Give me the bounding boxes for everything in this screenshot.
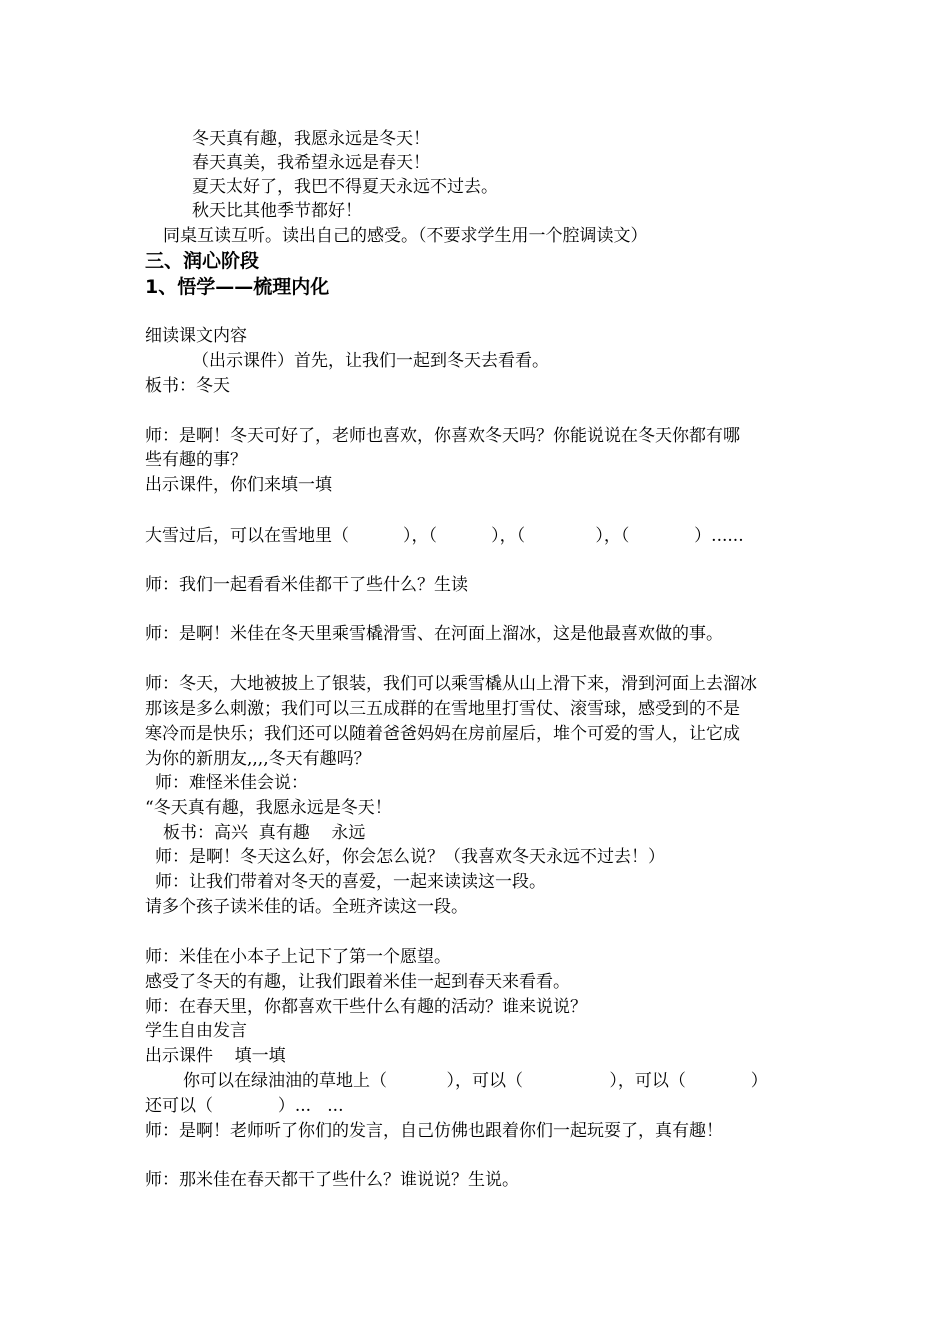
paragraph-line: 师：是啊！冬天这么好，你会怎么说？（我喜欢冬天永远不过去！）	[155, 847, 665, 867]
subsection-heading: 1、悟学——梳理内化	[145, 276, 330, 298]
paragraph-line: “冬天真有趣，我愿永远是冬天！	[145, 798, 392, 818]
paragraph-line: 细读课文内容	[145, 326, 247, 346]
paragraph-line: 感受了冬天的有趣，让我们跟着米佳一起到春天来看看。	[145, 972, 570, 992]
paragraph-line: 板书：冬天	[145, 376, 230, 396]
fill-in-blank-line: 你可以在绿油油的草地上（ ），可以（ ），可以（ ）	[183, 1071, 768, 1091]
blackboard-note: 板书：高兴 真有趣 永远	[163, 823, 366, 843]
paragraph-line: 出示课件 填一填	[145, 1046, 286, 1066]
poem-line-spring: 春天真美，我希望永远是春天！	[192, 153, 430, 173]
paragraph-line: 那该是多么刺激；我们可以三五成群的在雪地里打雪仗、滚雪球，感受到的不是	[145, 699, 740, 719]
section-heading: 三、润心阶段	[145, 250, 260, 272]
fill-in-blank-line: 还可以（ ）... ...	[145, 1096, 344, 1116]
paragraph-line: 师：让我们带着对冬天的喜爱，一起来读读这一段。	[155, 872, 546, 892]
paragraph-line: 师：我们一起看看米佳都干了些什么？生读	[145, 575, 468, 595]
fill-in-blank-line: 大雪过后，可以在雪地里（ ），（ ），（ ），（ ）......	[145, 526, 744, 546]
paragraph-line: 为你的新朋友,,,,冬天有趣吗？	[145, 749, 371, 769]
paragraph-line: 师：冬天，大地被披上了银装，我们可以乘雪橇从山上滑下来，滑到河面上去溜冰	[145, 674, 757, 694]
poem-line-autumn: 秋天比其他季节都好！	[192, 201, 362, 221]
paragraph-line: 师：米佳在小本子上记下了第一个愿望。	[145, 947, 451, 967]
paragraph-line: 师：难怪米佳会说：	[155, 773, 308, 793]
paragraph-line: 师：是啊！老师听了你们的发言，自己仿佛也跟着你们一起玩耍了，真有趣！	[145, 1121, 723, 1141]
paragraph-line: 寒冷而是快乐；我们还可以随着爸爸妈妈在房前屋后，堆个可爱的雪人，让它成	[145, 724, 740, 744]
paragraph-line: 请多个孩子读米佳的话。全班齐读这一段。	[145, 897, 468, 917]
poem-line-winter: 冬天真有趣，我愿永远是冬天！	[192, 129, 430, 149]
paragraph-line: 师：是啊！冬天可好了，老师也喜欢，你喜欢冬天吗？你能说说在冬天你都有哪	[145, 426, 740, 446]
paragraph-line: 同桌互读互听。读出自己的感受。（不要求学生用一个腔调读文）	[163, 226, 648, 246]
paragraph-line: 师：在春天里，你都喜欢干些什么有趣的活动？谁来说说？	[145, 997, 587, 1017]
paragraph-line: 些有趣的事？	[145, 450, 247, 470]
paragraph-line: （出示课件）首先，让我们一起到冬天去看看。	[192, 351, 549, 371]
paragraph-line: 学生自由发言	[145, 1021, 247, 1041]
paragraph-line: 出示课件，你们来填一填	[145, 475, 332, 495]
paragraph-line: 师：是啊！米佳在冬天里乘雪橇滑雪、在河面上溜冰，这是他最喜欢做的事。	[145, 624, 723, 644]
paragraph-line: 师：那米佳在春天都干了些什么？谁说说？生说。	[145, 1170, 519, 1190]
poem-line-summer: 夏天太好了，我巴不得夏天永远不过去。	[192, 177, 498, 197]
